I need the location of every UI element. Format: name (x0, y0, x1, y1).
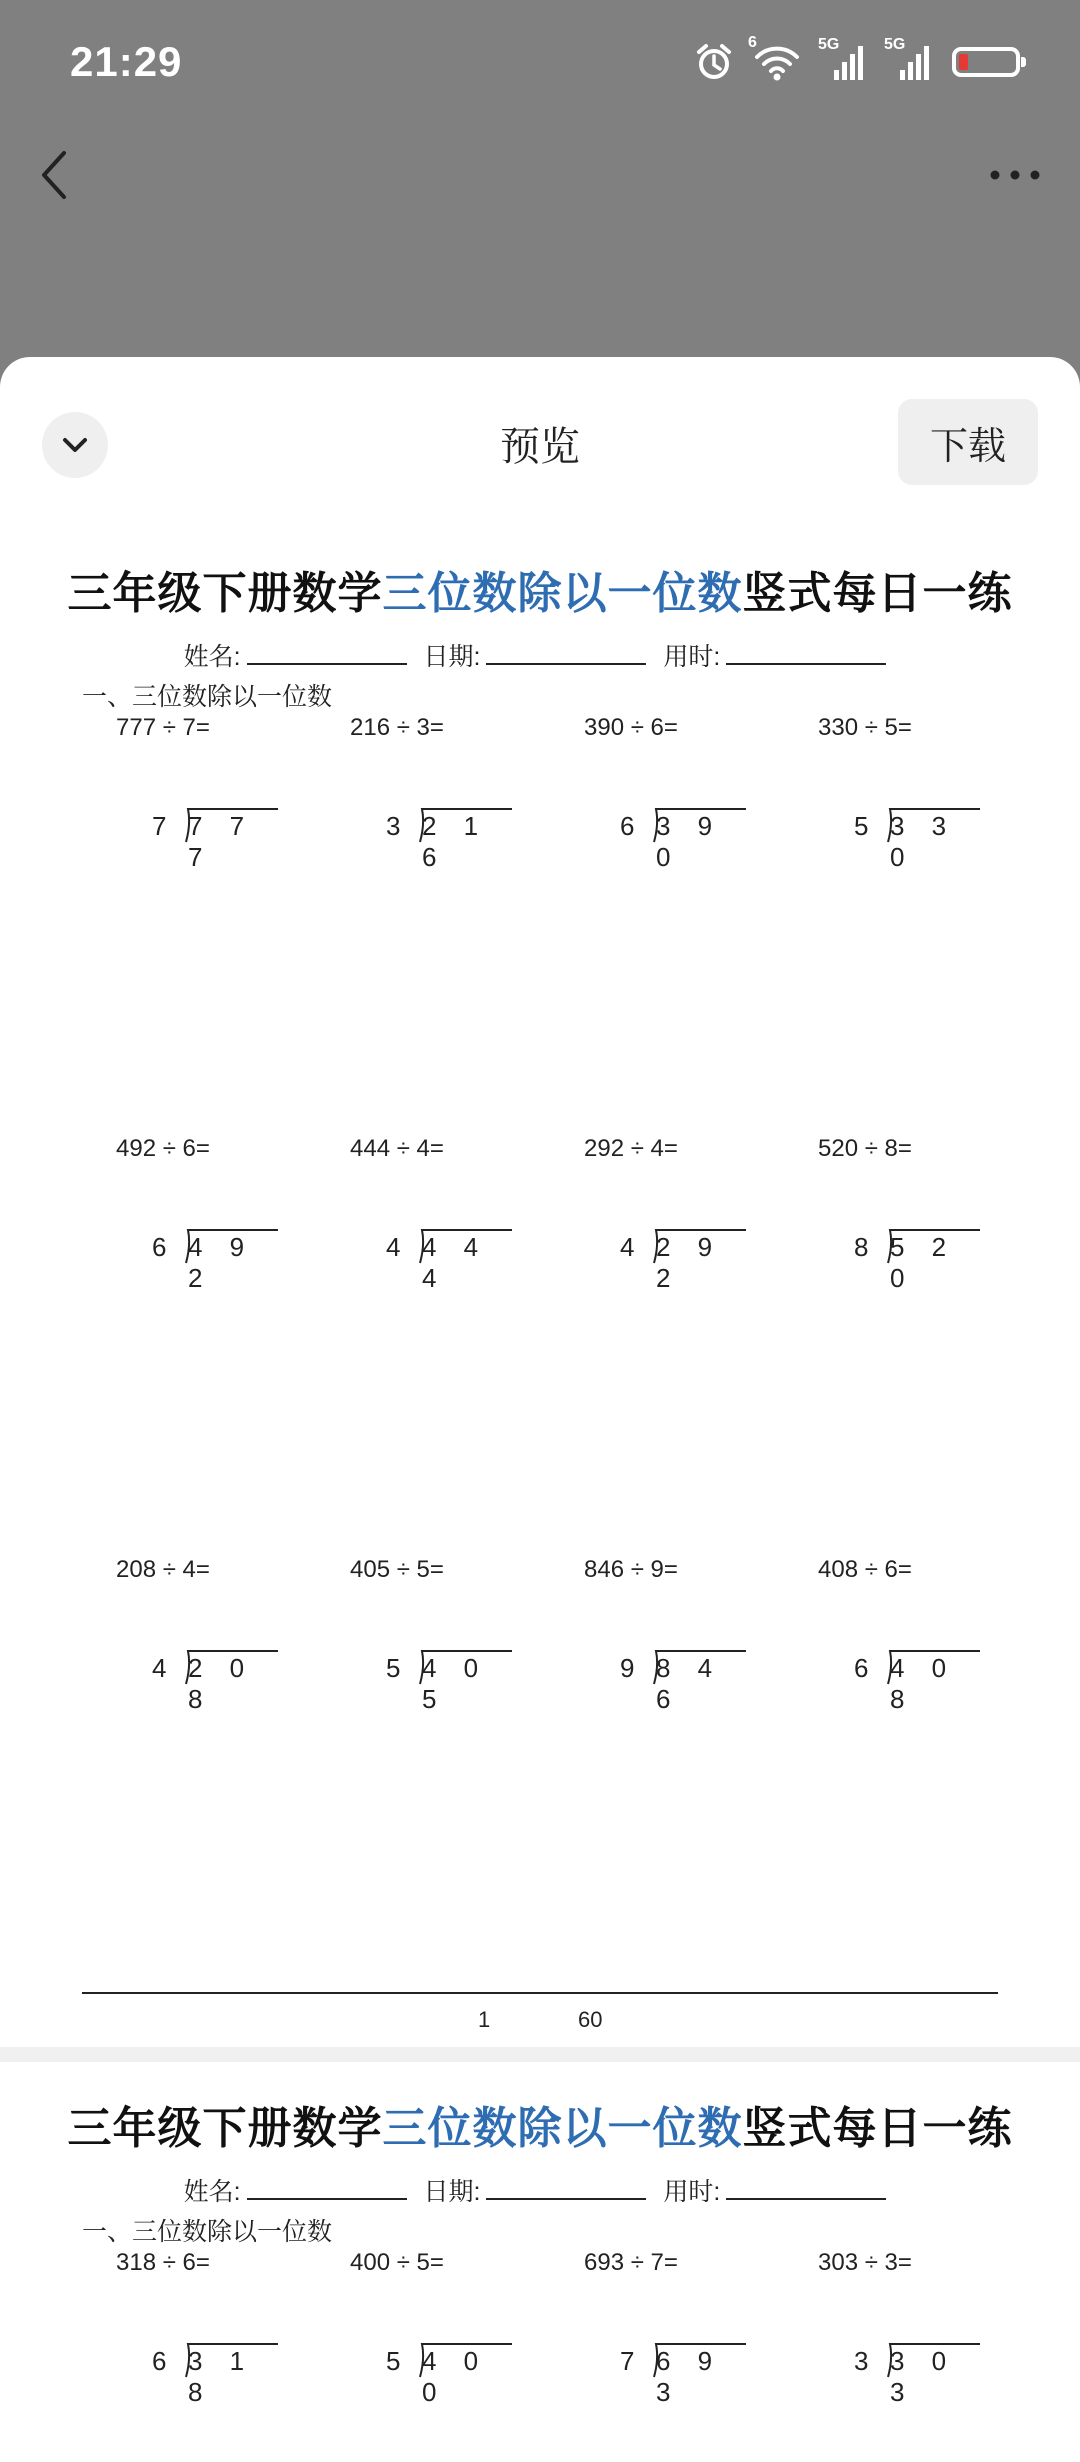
dividend: 8 4 6 (656, 1653, 723, 1714)
dividend: 4 0 0 (422, 2346, 489, 2407)
status-bar (0, 0, 1080, 120)
equation-label: 444 ÷ 4= (350, 1135, 444, 1162)
equation-label: 846 ÷ 9= (584, 1556, 678, 1583)
dividend: 3 0 3 (890, 2346, 957, 2407)
name-blank (247, 2180, 407, 2200)
name-blank (247, 645, 407, 665)
worksheet-title (0, 2092, 1080, 2156)
divisor: 5 (386, 1653, 401, 1683)
long-division (854, 1227, 984, 1293)
divisor: 6 (152, 1232, 167, 1262)
long-division (152, 2341, 282, 2407)
divisor: 6 (854, 1653, 869, 1683)
name-label: 姓名: (183, 643, 241, 671)
divisor: 4 (620, 1232, 635, 1262)
battery-icon (952, 47, 1020, 77)
title-highlight: 三位数除以一位数 (382, 2104, 743, 2153)
equation-label: 405 ÷ 5= (350, 1556, 444, 1583)
equation-label: 520 ÷ 8= (818, 1135, 912, 1162)
wifi-badge: 6 (748, 34, 757, 51)
worksheet-page (0, 527, 1080, 2047)
alarm-icon (694, 42, 734, 82)
long-division (152, 806, 282, 872)
back-button[interactable] (30, 145, 80, 205)
page-footer-line (82, 1992, 998, 1994)
long-division (620, 2341, 750, 2407)
long-division (152, 1227, 282, 1293)
dividend: 6 9 3 (656, 2346, 723, 2407)
sheet-header (0, 357, 1080, 527)
long-division (386, 1227, 516, 1293)
divisor: 3 (854, 2346, 869, 2376)
date-label: 日期: (423, 643, 481, 671)
long-division (620, 1227, 750, 1293)
title-part: 三年级下册数学 (67, 569, 383, 618)
divisor: 4 (152, 1653, 167, 1683)
document-preview[interactable] (0, 527, 1080, 2407)
dividend: 4 9 2 (188, 1232, 255, 1293)
divisor: 4 (386, 1232, 401, 1262)
dividend: 4 4 4 (422, 1232, 489, 1293)
divisor: 6 (620, 811, 635, 841)
dividend: 2 9 2 (656, 1232, 723, 1293)
equation-label: 303 ÷ 3= (818, 2249, 912, 2276)
signal-label: 5G (818, 36, 840, 53)
title-part: 竖式每日一练 (742, 2104, 1013, 2153)
status-icons (694, 34, 1020, 84)
section-heading: 一、三位数除以一位数 (82, 2218, 333, 2246)
equation-label: 330 ÷ 5= (818, 714, 912, 741)
worksheet-page (0, 2062, 1080, 2462)
title-part: 三年级下册数学 (67, 2104, 383, 2153)
date-label: 日期: (423, 2178, 481, 2206)
preview-sheet (0, 357, 1080, 2407)
signal-label: 5G (884, 36, 906, 53)
worksheet-info-line (0, 637, 1080, 673)
dividend: 2 0 8 (188, 1653, 255, 1714)
wifi-icon (748, 34, 802, 82)
dividend: 4 0 8 (890, 1653, 957, 1714)
dividend: 3 3 0 (890, 811, 957, 872)
date-blank (486, 2180, 646, 2200)
equation-label: 400 ÷ 5= (350, 2249, 444, 2276)
divisor: 7 (152, 811, 167, 841)
dividend: 3 1 8 (188, 2346, 255, 2407)
time-blank (726, 645, 886, 665)
back-chevron-icon (30, 145, 80, 205)
dividend: 2 1 6 (422, 811, 489, 872)
equation-label: 216 ÷ 3= (350, 714, 444, 741)
time-label: 用时: (663, 643, 721, 671)
worksheet-info-line (0, 2172, 1080, 2208)
divisor: 7 (620, 2346, 635, 2376)
worksheet-title (0, 557, 1080, 621)
equation-label: 777 ÷ 7= (116, 714, 210, 741)
time-blank (726, 2180, 886, 2200)
divisor: 3 (386, 811, 401, 841)
divisor: 6 (152, 2346, 167, 2376)
long-division (386, 1648, 516, 1714)
long-division (620, 806, 750, 872)
long-division (620, 1648, 750, 1714)
title-part: 竖式每日一练 (742, 569, 1013, 618)
equation-label: 492 ÷ 6= (116, 1135, 210, 1162)
more-button[interactable] (980, 150, 1050, 200)
equation-label: 292 ÷ 4= (584, 1135, 678, 1162)
divisor: 5 (854, 811, 869, 841)
more-icon (980, 150, 1050, 200)
title-highlight: 三位数除以一位数 (382, 569, 743, 618)
signal-icon (884, 36, 934, 82)
long-division (386, 2341, 516, 2407)
dividend: 4 0 5 (422, 1653, 489, 1714)
equation-label: 408 ÷ 6= (818, 1556, 912, 1583)
long-division (854, 806, 984, 872)
long-division (152, 1648, 282, 1714)
dividend: 3 9 0 (656, 811, 723, 872)
equation-label: 318 ÷ 6= (116, 2249, 210, 2276)
sheet-title: 预览 (500, 425, 580, 469)
name-label: 姓名: (183, 2178, 241, 2206)
divisor: 5 (386, 2346, 401, 2376)
equation-label: 693 ÷ 7= (584, 2249, 678, 2276)
page-number: 1 (478, 2007, 491, 2032)
long-division (386, 806, 516, 872)
equation-label: 390 ÷ 6= (584, 714, 678, 741)
download-button[interactable]: 下载 (898, 399, 1038, 485)
signal-icon (818, 36, 868, 82)
divisor: 8 (854, 1232, 869, 1262)
divisor: 9 (620, 1653, 635, 1683)
page-total: 60 (578, 2007, 603, 2032)
section-heading: 一、三位数除以一位数 (82, 683, 333, 711)
dividend: 5 2 0 (890, 1232, 957, 1293)
status-time: 21:29 (70, 38, 183, 85)
date-blank (486, 645, 646, 665)
long-division (854, 2341, 984, 2407)
dividend: 7 7 7 (188, 811, 255, 872)
time-label: 用时: (663, 2178, 721, 2206)
equation-label: 208 ÷ 4= (116, 1556, 210, 1583)
long-division (854, 1648, 984, 1714)
